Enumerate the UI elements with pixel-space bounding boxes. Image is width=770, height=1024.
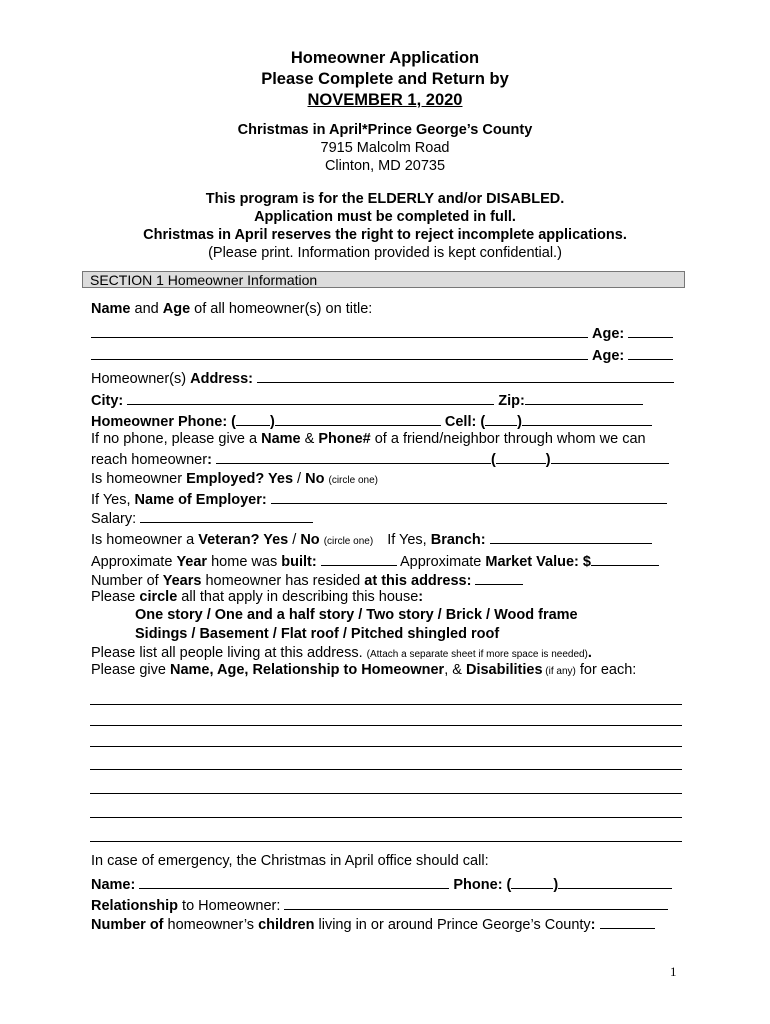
no-phone-instructions: If no phone, please give a Name & Phone# of a friend/neighbor through whom we can [91, 431, 646, 447]
circle-one-note: (circle one) [323, 536, 374, 547]
circle-instructions: Please circle all that apply in describing this house: [91, 589, 424, 605]
deadline [0, 90, 770, 111]
cell-number-field[interactable] [522, 411, 652, 426]
contact-name-field[interactable] [216, 449, 491, 464]
homeowner-1-age-field[interactable] [628, 323, 673, 338]
employer-row: If Yes, Name of Employer: [91, 489, 681, 510]
household-member-line-4[interactable] [90, 769, 682, 770]
zip-label: Zip: [498, 393, 525, 409]
emergency-phone-label: Phone: ( [453, 877, 512, 893]
branch-field[interactable] [490, 529, 652, 544]
years-resided-row: Number of Years homeowner has resided at this address: [91, 570, 681, 591]
relationship-row: Relationship to Homeowner: [91, 895, 681, 916]
zip-field[interactable] [525, 390, 643, 405]
employed-row: Is homeowner Employed? Yes / No (circle one) [91, 471, 378, 487]
household-member-line-3[interactable] [90, 746, 682, 747]
emergency-name-field[interactable] [139, 874, 449, 889]
page-number: 1 [670, 964, 677, 979]
emergency-name-label: Name: [91, 877, 136, 893]
cell-label: Cell: ( [444, 414, 486, 430]
homeowner-2-name-field[interactable] [91, 345, 588, 360]
year-built-field[interactable] [321, 551, 397, 566]
employed-no-option[interactable]: No [305, 471, 325, 487]
children-count-field[interactable] [600, 914, 655, 929]
org-city: Clinton, MD 20735 [324, 158, 446, 174]
name-age-intro: Name and Age of all homeowner(s) on title: [91, 301, 373, 317]
household-member-line-6[interactable] [90, 817, 682, 818]
employer-field[interactable] [271, 489, 667, 504]
years-resided-field[interactable] [475, 570, 523, 585]
household-member-line-2[interactable] [90, 725, 682, 726]
form-subtitle: Please Complete and Return by [261, 70, 509, 88]
phone-label: Homeowner Phone: ( [91, 414, 237, 430]
house-options-2[interactable]: Sidings / Basement / Flat roof / Pitched shingled roof [135, 626, 500, 642]
notice-line-2: Application must be completed in full. [254, 209, 516, 225]
branch-label: Branch: [430, 532, 486, 548]
salary-field[interactable] [140, 508, 313, 523]
city-field[interactable] [127, 390, 494, 405]
age-label: Age: [592, 326, 625, 342]
city-zip-row [91, 390, 681, 411]
market-value-label: Market Value: $ [485, 554, 591, 570]
relationship-field[interactable] [284, 895, 668, 910]
people-instructions: Please list all people living at this address. (Attach a separate sheet if more space is needed). [91, 645, 592, 661]
household-member-line-7[interactable] [90, 841, 682, 842]
employer-label: Name of Employer: [134, 492, 267, 508]
address-field[interactable] [257, 368, 674, 383]
cell-area-field[interactable] [485, 411, 517, 426]
household-member-line-5[interactable] [90, 793, 682, 794]
year-value-row: Approximate Year home was built: Approximate Market Value: $ [91, 551, 681, 572]
market-value-field[interactable] [591, 551, 659, 566]
emergency-area-field[interactable] [511, 874, 553, 889]
emergency-contact-row: Name: Phone: ( ) [91, 874, 681, 895]
relationship-label: Relationship [91, 898, 179, 914]
homeowner-2-age-field[interactable] [628, 345, 673, 360]
age-label: Age: [592, 348, 625, 364]
children-row: Number of homeowner’s children living in or around Prince George’s County: [91, 914, 681, 935]
homeowner-1-row [91, 323, 681, 344]
form-title: Homeowner Application [290, 49, 480, 67]
house-options-1[interactable]: One story / One and a half story / Two story / Brick / Wood frame [135, 607, 578, 623]
org-street: 7915 Malcolm Road [320, 140, 450, 156]
salary-row [91, 508, 681, 529]
give-details-instructions: Please give Name, Age, Relationship to Homeowner, & Disabilities (if any) for each: [91, 662, 637, 678]
phone-row: Homeowner Phone: ( ) Cell: ( ) [91, 411, 681, 432]
phone-number-field[interactable] [275, 411, 441, 426]
city-label: City: [91, 393, 124, 409]
emergency-phone-field[interactable] [558, 874, 672, 889]
phone-area-field[interactable] [236, 411, 270, 426]
homeowner-2-row [91, 345, 681, 366]
notice-line-1: This program is for the ELDERLY and/or DISABLED. [205, 191, 565, 207]
veteran-yes-option[interactable]: Veteran? Yes [198, 532, 289, 548]
homeowner-1-name-field[interactable] [91, 323, 588, 338]
household-member-line-1[interactable] [90, 704, 682, 705]
employed-yes-option[interactable]: Employed? Yes [186, 471, 294, 487]
section-1-header: SECTION 1 Homeowner Information [82, 271, 685, 288]
deadline-date: NOVEMBER 1, 2020 [307, 91, 463, 109]
notice-line-3: Christmas in April reserves the right to reject incomplete applications. [143, 227, 627, 243]
circle-one-note: (circle one) [328, 475, 378, 486]
contact-area-field[interactable] [496, 449, 546, 464]
org-name: Christmas in April*Prince George’s County [237, 122, 533, 138]
emergency-instructions: In case of emergency, the Christmas in April office should call: [91, 853, 489, 869]
address-row: Homeowner(s) Address: [91, 368, 681, 389]
notice-line-4: (Please print. Information provided is kept confidential.) [208, 245, 562, 261]
reach-homeowner-row: reach homeowner: ( ) [91, 449, 681, 470]
contact-phone-field[interactable] [551, 449, 669, 464]
veteran-row: Is homeowner a Veteran? Yes / No (circle one) If Yes, Branch: [91, 529, 681, 551]
salary-label: Salary: [91, 511, 137, 527]
veteran-no-option[interactable]: No [300, 532, 320, 548]
address-label: Address: [190, 371, 253, 387]
